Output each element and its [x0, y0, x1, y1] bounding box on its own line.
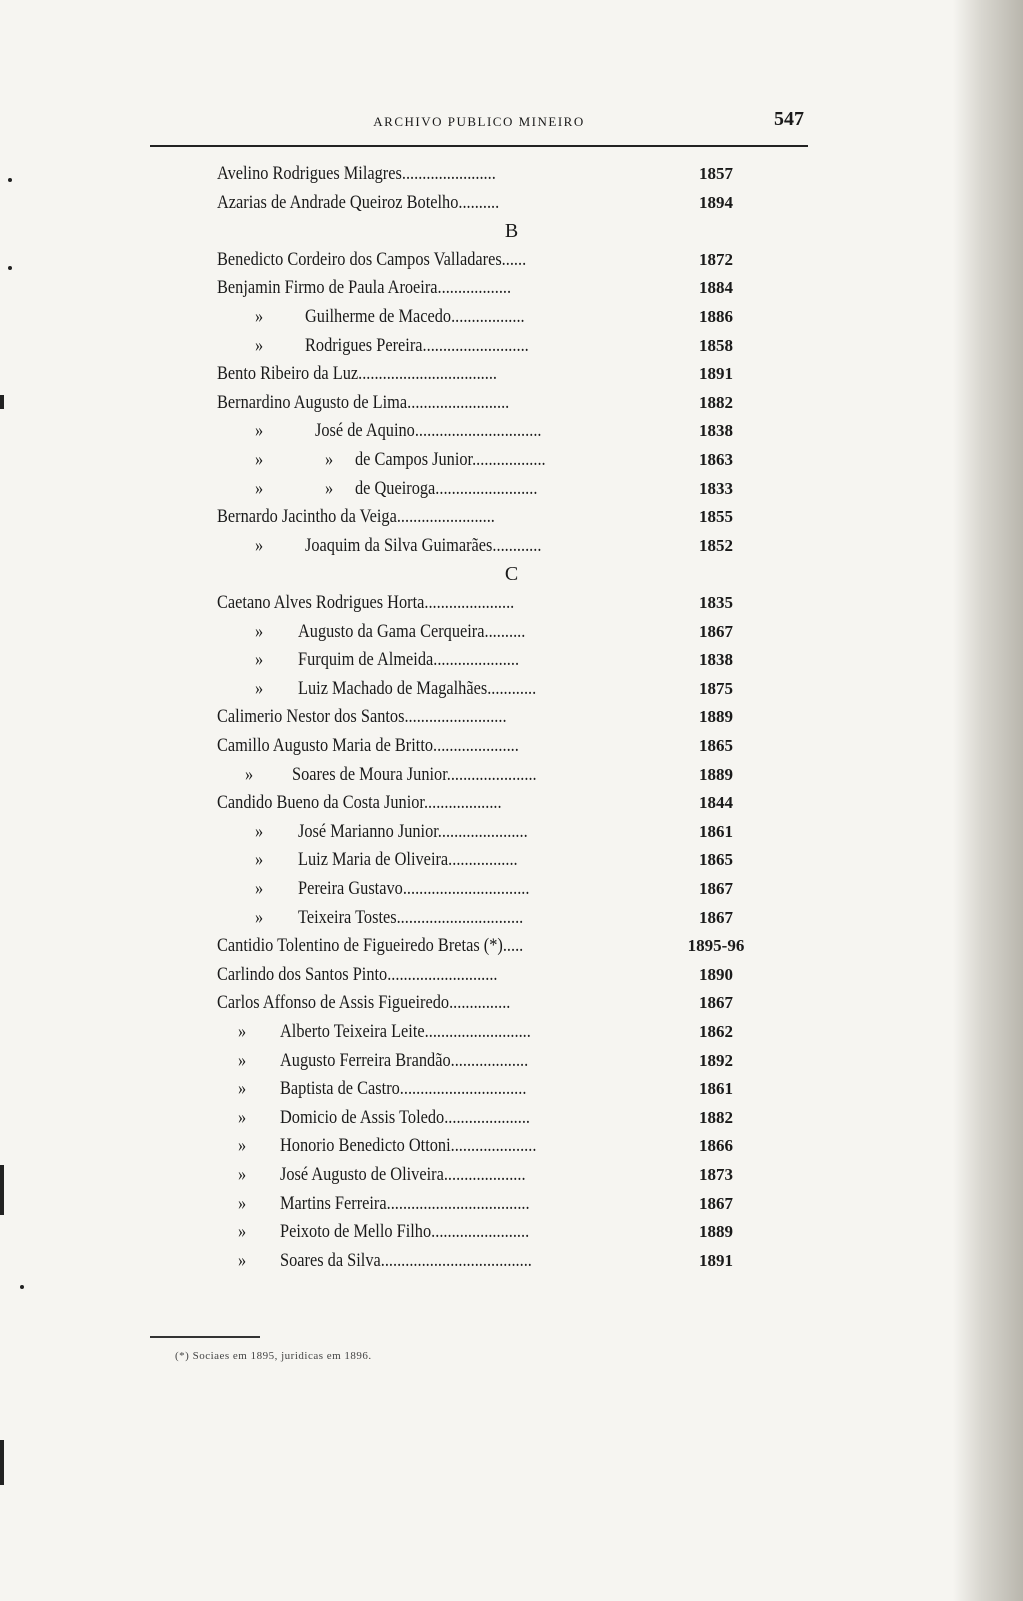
- entry-name: Bernardo Jacintho da Veiga........................: [217, 506, 495, 527]
- ditto-mark: »: [238, 1164, 247, 1185]
- entry-name: Luiz Machado de Magalhães............: [298, 678, 537, 699]
- list-item: [0, 732, 1023, 760]
- entry-name: Cantidio Tolentino de Figueiredo Bretas (*).....: [217, 935, 524, 956]
- entry-year: 1858: [699, 336, 733, 355]
- list-item: [0, 274, 1023, 302]
- list-item: [0, 1018, 1023, 1046]
- entry-year: 1852: [699, 536, 733, 555]
- ditto-mark: »: [255, 449, 264, 470]
- entry-name: José Marianno Junior......................: [298, 821, 528, 842]
- ditto-mark: »: [238, 1135, 247, 1156]
- entry-year: 1861: [699, 1079, 733, 1098]
- entry-year: 1835: [699, 593, 733, 612]
- list-item: [0, 532, 1023, 560]
- ditto-mark: »: [238, 1250, 247, 1271]
- entry-name: Bento Ribeiro da Luz..................................: [217, 363, 498, 384]
- ditto-mark: »: [255, 649, 264, 670]
- footnote-rule: [150, 1336, 260, 1338]
- entry-year: 1889: [699, 707, 733, 726]
- entry-year: 1838: [699, 650, 733, 669]
- entry-name: Joaquim da Silva Guimarães............: [305, 535, 542, 556]
- entry-year: 1867: [699, 1194, 733, 1213]
- list-item: [0, 1247, 1023, 1275]
- entry-year: 1889: [699, 1222, 733, 1241]
- entry-year: 1855: [699, 507, 733, 526]
- entry-name: José de Aquino...............................: [315, 420, 542, 441]
- entry-year: 1892: [699, 1051, 733, 1070]
- ditto-mark: »: [255, 420, 264, 441]
- entry-name: Bernardino Augusto de Lima.........................: [217, 392, 510, 413]
- list-item: [0, 160, 1023, 188]
- entry-year: 1867: [699, 622, 733, 641]
- list-item: [0, 475, 1023, 503]
- list-item: [0, 303, 1023, 331]
- ditto-mark: »: [238, 1050, 247, 1071]
- entry-name: Caetano Alves Rodrigues Horta......................: [217, 592, 515, 613]
- entry-name: Guilherme de Macedo..................: [305, 306, 525, 327]
- entry-name: Alberto Teixeira Leite..........................: [280, 1021, 531, 1042]
- page-header: [150, 108, 808, 136]
- entry-year: 1865: [699, 850, 733, 869]
- list-item: [0, 503, 1023, 531]
- list-item: [0, 589, 1023, 617]
- ditto-mark: »: [255, 849, 264, 870]
- ditto-mark: »: [325, 478, 334, 499]
- entry-year: 1872: [699, 250, 733, 269]
- entry-year: 1873: [699, 1165, 733, 1184]
- entry-name: Honorio Benedicto Ottoni.....................: [280, 1135, 537, 1156]
- header-rule: [150, 145, 808, 147]
- ditto-mark: »: [238, 1021, 247, 1042]
- entry-year: 1838: [699, 421, 733, 440]
- entry-year: 1884: [699, 278, 733, 297]
- list-item: [0, 332, 1023, 360]
- entry-name: Calimerio Nestor dos Santos.........................: [217, 706, 507, 727]
- entry-name: Soares da Silva.....................................: [280, 1250, 532, 1271]
- list-item: [0, 818, 1023, 846]
- entry-name: Augusto da Gama Cerqueira..........: [298, 621, 526, 642]
- entry-year: 1890: [699, 965, 733, 984]
- ditto-mark: »: [255, 535, 264, 556]
- entry-name: Augusto Ferreira Brandão...................: [280, 1050, 529, 1071]
- ditto-mark: »: [255, 335, 264, 356]
- list-item: [0, 761, 1023, 789]
- entry-year: 1857: [699, 164, 733, 183]
- page-number: 547: [774, 108, 804, 130]
- ditto-mark: »: [255, 821, 264, 842]
- ditto-mark: »: [255, 306, 264, 327]
- entry-name: Martins Ferreira...................................: [280, 1193, 530, 1214]
- list-item: [0, 989, 1023, 1017]
- ditto-mark: »: [238, 1193, 247, 1214]
- list-item: [0, 1104, 1023, 1132]
- list-item: [0, 246, 1023, 274]
- entry-year: 1844: [699, 793, 733, 812]
- list-item: [0, 1218, 1023, 1246]
- ditto-mark: »: [255, 907, 264, 928]
- ditto-mark: »: [255, 878, 264, 899]
- entry-name: Carlos Affonso de Assis Figueiredo...............: [217, 992, 511, 1013]
- list-item: [0, 618, 1023, 646]
- entry-name: Teixeira Tostes...............................: [298, 907, 524, 928]
- entry-year: 1886: [699, 307, 733, 326]
- entry-name: Pereira Gustavo...............................: [298, 878, 530, 899]
- list-item: [0, 360, 1023, 388]
- entry-year: 1875: [699, 679, 733, 698]
- ditto-mark: »: [255, 678, 264, 699]
- entry-year: 1861: [699, 822, 733, 841]
- entry-name: Luiz Maria de Oliveira.................: [298, 849, 518, 870]
- ditto-mark: »: [325, 449, 334, 470]
- ditto-mark: »: [238, 1107, 247, 1128]
- entry-name: Azarias de Andrade Queiroz Botelho..........: [217, 192, 500, 213]
- ditto-mark: »: [238, 1078, 247, 1099]
- ditto-mark: »: [255, 478, 264, 499]
- entry-year: 1891: [699, 364, 733, 383]
- entry-year: 1882: [699, 1108, 733, 1127]
- list-item: [0, 1047, 1023, 1075]
- entry-name: Baptista de Castro...............................: [280, 1078, 527, 1099]
- list-item: [0, 389, 1023, 417]
- ditto-mark: »: [255, 621, 264, 642]
- entry-name: Benedicto Cordeiro dos Campos Valladares......: [217, 249, 527, 270]
- scan-mark: [0, 1440, 4, 1485]
- entry-year: 1882: [699, 393, 733, 412]
- footnote: (*) Sociaes em 1895, juridicas em 1896.: [175, 1350, 372, 1362]
- section-letter: B: [504, 220, 519, 242]
- section-letter: C: [504, 563, 519, 585]
- list-item: [0, 904, 1023, 932]
- entry-year: 1889: [699, 765, 733, 784]
- entry-year: 1867: [699, 993, 733, 1012]
- list-item: [0, 1075, 1023, 1103]
- entry-name: Rodrigues Pereira..........................: [305, 335, 529, 356]
- entry-year: 1867: [699, 908, 733, 927]
- entry-name: Domicio de Assis Toledo.....................: [280, 1107, 531, 1128]
- entry-name: Candido Bueno da Costa Junior...................: [217, 792, 502, 813]
- list-item: [0, 1132, 1023, 1160]
- entry-name: Soares de Moura Junior......................: [292, 764, 537, 785]
- entry-year: 1891: [699, 1251, 733, 1270]
- list-item: [0, 789, 1023, 817]
- list-item: [0, 961, 1023, 989]
- entry-year: 1867: [699, 879, 733, 898]
- list-item: [0, 1190, 1023, 1218]
- entry-name: Carlindo dos Santos Pinto...........................: [217, 964, 498, 985]
- list-item: [0, 846, 1023, 874]
- entry-name: Camillo Augusto Maria de Britto.....................: [217, 735, 519, 756]
- entry-year: 1863: [699, 450, 733, 469]
- entry-name: Avelino Rodrigues Milagres.......................: [217, 163, 496, 184]
- list-item: [0, 675, 1023, 703]
- entry-name: Benjamin Firmo de Paula Aroeira..................: [217, 277, 512, 298]
- list-item: [0, 646, 1023, 674]
- ditto-mark: »: [245, 764, 254, 785]
- running-head: ARCHIVO PUBLICO MINEIRO: [373, 114, 585, 129]
- entry-year: 1865: [699, 736, 733, 755]
- scan-speck: [20, 1285, 24, 1289]
- list-item: [0, 932, 1023, 960]
- entry-year: 1895-96: [687, 936, 745, 955]
- list-item: [0, 189, 1023, 217]
- entry-year: 1866: [699, 1136, 733, 1155]
- entry-year: 1894: [699, 193, 733, 212]
- entry-name: Peixoto de Mello Filho........................: [280, 1221, 530, 1242]
- entry-name: José Augusto de Oliveira....................: [280, 1164, 526, 1185]
- list-item: [0, 875, 1023, 903]
- entry-year: 1833: [699, 479, 733, 498]
- entry-name: de Campos Junior..................: [355, 449, 546, 470]
- ditto-mark: »: [238, 1221, 247, 1242]
- entry-year: 1862: [699, 1022, 733, 1041]
- list-item: [0, 1161, 1023, 1189]
- list-item: [0, 417, 1023, 445]
- list-item: [0, 446, 1023, 474]
- list-item: [0, 703, 1023, 731]
- entry-name: de Queiroga.........................: [355, 478, 538, 499]
- entry-name: Furquim de Almeida.....................: [298, 649, 520, 670]
